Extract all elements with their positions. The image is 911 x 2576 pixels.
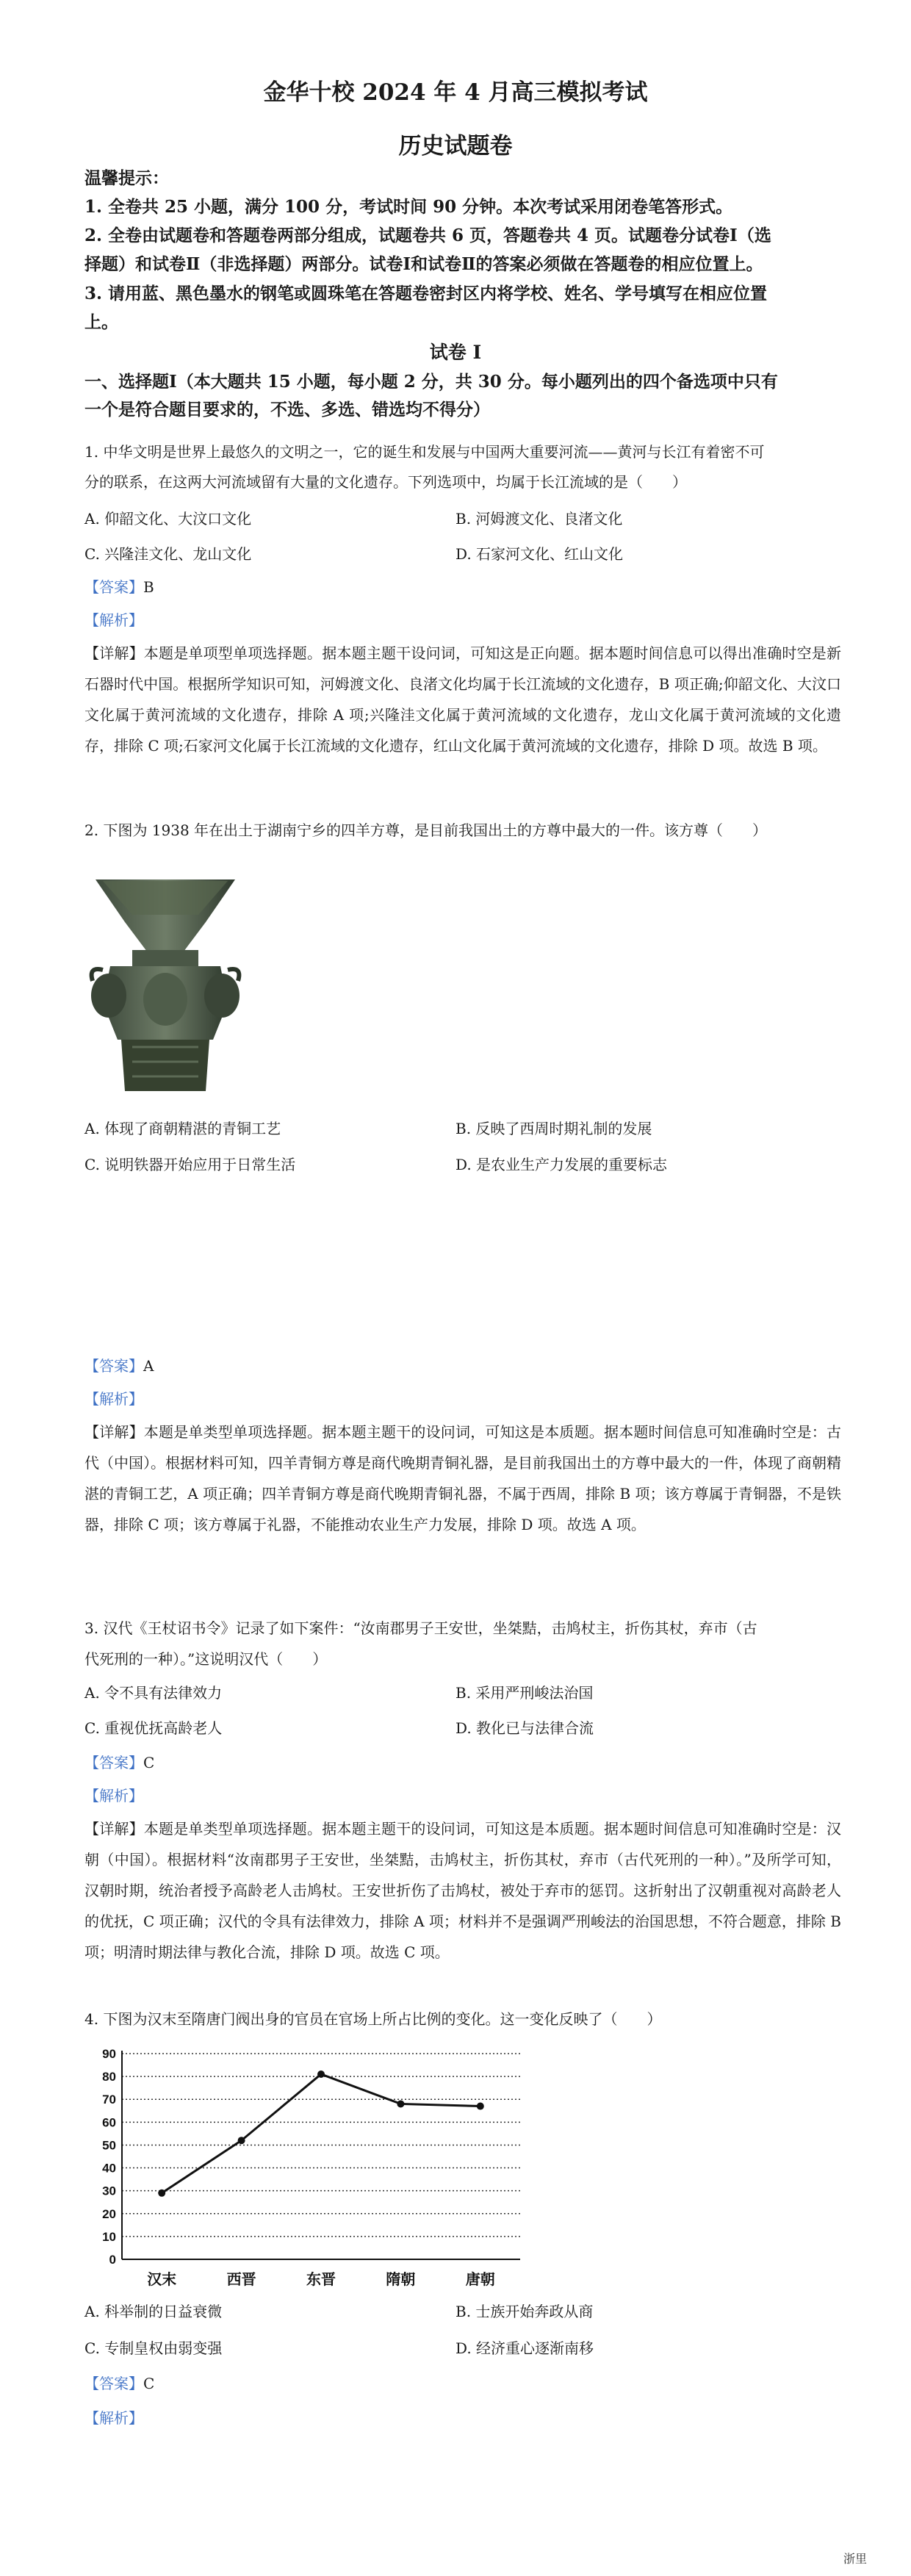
q1-option-a: A. 仰韶文化、大汶口文化	[84, 510, 252, 528]
y-tick-label: 80	[102, 2070, 116, 2084]
y-tick-label: 10	[102, 2229, 116, 2244]
y-tick-label: 60	[102, 2115, 116, 2130]
q1-detail: 【详解】本题是单项型单项选择题。据本题主题干设问词，可知这是正向题。据本题时间信息可以得出准确时空是新石器时代中国。根据所学知识可知，河姆渡文化、良渚文化均属于长江流域的文化遗存，B 项正确;仰韶文化、大汶口文化属于黄河流域的文化遗存，排除 A 项;兴隆洼文化属于黄河流域的文化遗存，龙山文化属于黄河流域的文化遗存，排除 C 项;石家河文化属于长江流域的文化遗存，红山文化属于黄河流域的文化遗存，排除 D 项。故选 B 项。	[84, 644, 841, 755]
q2-stem: 2. 下图为 1938 年在出土于湖南宁乡的四羊方尊，是目前我国出土的方尊中最大的一件。该方尊（ ）	[84, 821, 768, 839]
q4-stem: 4. 下图为汉末至隋唐门阀出身的官员在官场上所占比例的变化。这一变化反映了（ ）	[84, 2010, 662, 2028]
x-tick-label: 隋朝	[386, 2270, 416, 2288]
notice-heading: 温馨提示：	[84, 168, 169, 188]
exam-title: 金华十校 2024 年 4 月高三模拟考试	[263, 79, 648, 106]
y-tick-label: 50	[102, 2138, 116, 2153]
q4-option-d: D. 经济重心逐渐南移	[455, 2339, 594, 2357]
q4-option-c: C. 专制皇权由弱变强	[84, 2339, 223, 2357]
footer-mark: 浙里	[843, 2552, 867, 2566]
series-line	[162, 2074, 480, 2193]
q3-option-a: A. 令不具有法律效力	[84, 1684, 223, 1702]
section-title: 试卷 Ⅰ	[429, 342, 482, 363]
x-tick-label: 唐朝	[465, 2270, 495, 2288]
q3-analysis-label: 【解析】	[84, 1787, 143, 1805]
q3-detail: 【详解】本题是单类型单项选择题。据本题主题干的设问词，可知这是本质题。据本题时间信息可知准确时空是：汉朝（中国）。根据材料“汝南郡男子王安世，坐桀黠，击鸠杖主，折伤其杖，弃市（古代死刑的一种）。”及所学可知，汉朝时期，统治者授予高龄老人击鸠杖。王安世折伤了击鸠杖，被处于弃市的惩罚。这折射出了汉朝重视对高龄老人的优抚，C 项正确；汉代的令具有法律效力，排除 A 项；材料并不是强调严刑峻法的治国思想，不符合题意，排除 B 项；明清时期法律与教化合流，排除 D 项。故选 C 项。	[84, 1820, 841, 1961]
y-tick-label: 20	[102, 2206, 116, 2221]
y-tick-label: 90	[102, 2047, 116, 2061]
q2-option-c: C. 说明铁器开始应用于日常生活	[84, 1156, 296, 1173]
q2-option-a: A. 体现了商朝精湛的青铜工艺	[84, 1120, 281, 1137]
q4-option-a: A. 科举制的日益衰微	[84, 2303, 223, 2320]
q2-answer: 【答案】A	[84, 1357, 154, 1375]
x-tick-label: 汉末	[147, 2270, 177, 2288]
data-point	[238, 2137, 245, 2144]
y-tick-label: 0	[109, 2253, 116, 2267]
paper-subtitle: 历史试题卷	[398, 133, 513, 159]
q3-answer: 【答案】C	[84, 1754, 155, 1771]
q4-analysis-label: 【解析】	[84, 2409, 143, 2427]
q2-analysis-label: 【解析】	[84, 1390, 143, 1408]
y-tick-label: 40	[102, 2161, 116, 2176]
q2-option-d: D. 是农业生产力发展的重要标志	[455, 1156, 668, 1173]
y-tick-label: 30	[102, 2184, 116, 2198]
q1-option-c: C. 兴隆洼文化、龙山文化	[84, 545, 252, 563]
q4-option-b: B. 士族开始奔政从商	[455, 2303, 594, 2320]
q1-option-b: B. 河姆渡文化、良渚文化	[455, 510, 623, 528]
data-point	[158, 2190, 165, 2197]
notice-item-2b: 择题）和试卷Ⅱ（非选择题）两部分。试卷Ⅰ和试卷Ⅱ的答案必须做在答题卷的相应位置上。	[84, 254, 763, 274]
q3-option-b: B. 采用严刑峻法治国	[455, 1684, 594, 1702]
section-intro-1: 一、选择题Ⅰ（本大题共 15 小题，每小题 2 分，共 30 分。每小题列出的四个备选项中只有	[84, 372, 778, 392]
q3-stem-1: 3. 汉代《王杖诏书令》记录了如下案件：“汝南郡男子王安世，坐桀黠，击鸠杖主，折伤其杖，弃市（古	[84, 1619, 757, 1637]
x-tick-label: 东晋	[306, 2270, 336, 2288]
x-tick-label: 西晋	[226, 2270, 256, 2288]
q1-option-d: D. 石家河文化、红山文化	[455, 545, 624, 563]
q1-answer: 【答案】B	[84, 578, 154, 596]
section-intro-2: 一个是符合题目要求的，不选、多选、错选均不得分）	[84, 400, 490, 420]
y-tick-label: 70	[102, 2093, 116, 2107]
q1-stem-2: 分的联系，在这两大河流域留有大量的文化遗存。下列选项中，均属于长江流域的是（ ）	[84, 473, 687, 491]
notice-item-3b: 上。	[84, 312, 118, 332]
bronze-vessel-image	[88, 871, 242, 1098]
data-point	[397, 2100, 404, 2107]
data-point	[477, 2103, 484, 2110]
notice-item-1: 1. 全卷共 25 小题，满分 100 分，考试时间 90 分钟。本次考试采用闭卷笔答形式。	[84, 197, 733, 217]
q4-answer: 【答案】C	[84, 2375, 155, 2392]
line-chart	[87, 2046, 527, 2296]
notice-item-3a: 3. 请用蓝、黑色墨水的钢笔或圆珠笔在答题卷密封区内将学校、姓名、学号填写在相应位置	[84, 284, 768, 303]
q2-option-b: B. 反映了西周时期礼制的发展	[455, 1120, 652, 1137]
q3-option-c: C. 重视优抚高龄老人	[84, 1719, 223, 1737]
q1-stem-1: 1. 中华文明是世界上最悠久的文明之一，它的诞生和发展与中国两大重要河流——黄河与长江有着密不可	[84, 443, 765, 461]
q1-analysis-label: 【解析】	[84, 611, 143, 629]
q3-option-d: D. 教化已与法律合流	[455, 1719, 594, 1737]
notice-item-2a: 2. 全卷由试题卷和答题卷两部分组成，试题卷共 6 页，答题卷共 4 页。试题卷分试卷Ⅰ（选	[84, 226, 771, 245]
q3-stem-2: 代死刑的一种）。”这说明汉代（ ）	[84, 1650, 328, 1668]
q2-detail: 【详解】本题是单类型单项选择题。据本题主题干的设问词，可知这是本质题。据本题时间信息可知准确时空是：古代（中国）。根据材料可知，四羊青铜方尊是商代晚期青铜礼器，是目前我国出土的方尊中最大的一件，体现了商朝精湛的青铜工艺，A 项正确；四羊青铜方尊是商代晚期青铜礼器，不属于西周，排除 B 项；该方尊属于青铜器，不是铁器，排除 C 项；该方尊属于礼器，不能推动农业生产力发展，排除 D 项。故选 A 项。	[84, 1423, 841, 1533]
data-point	[317, 2070, 325, 2078]
